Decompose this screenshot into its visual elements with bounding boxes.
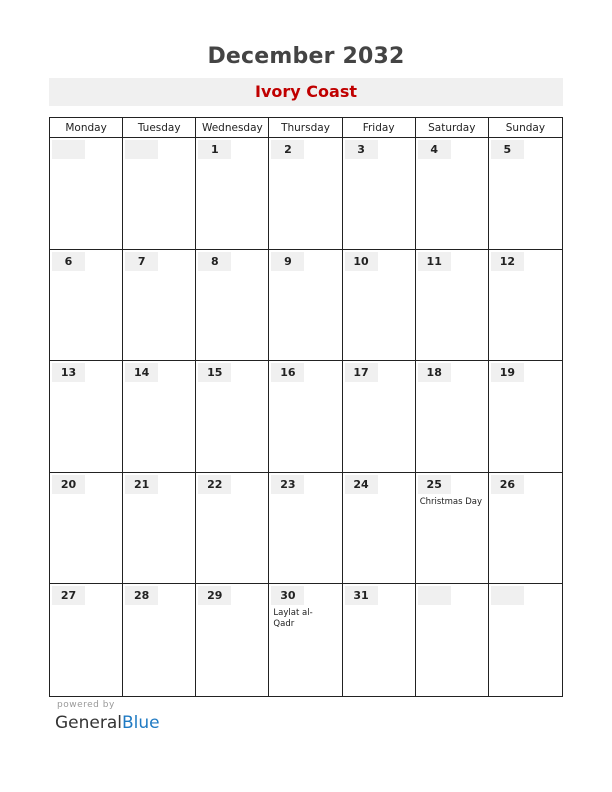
- day-number: 17: [345, 363, 378, 382]
- day-number: 26: [491, 475, 524, 494]
- weekday-header-saturday: Saturday: [416, 118, 489, 138]
- day-number: [52, 140, 85, 159]
- day-cell: [269, 473, 342, 585]
- day-number: 22: [198, 475, 231, 494]
- page-title: December 2032: [207, 44, 405, 69]
- day-cell: [416, 473, 489, 585]
- day-number: [491, 586, 524, 605]
- day-number: 25: [418, 475, 451, 494]
- day-number: 6: [52, 252, 85, 271]
- day-number: 10: [345, 252, 378, 271]
- day-number: 11: [418, 252, 451, 271]
- day-number: [125, 140, 158, 159]
- day-cell: [269, 250, 342, 362]
- day-cell: [50, 138, 123, 250]
- day-cell: [489, 250, 562, 362]
- day-cell: [123, 473, 196, 585]
- weekday-header-sunday: Sunday: [489, 118, 562, 138]
- day-cell: [416, 138, 489, 250]
- day-cell: [416, 361, 489, 473]
- day-cell: [196, 250, 269, 362]
- day-number: 28: [125, 586, 158, 605]
- weekday-header-wednesday: Wednesday: [196, 118, 269, 138]
- day-number: 13: [52, 363, 85, 382]
- day-number: 3: [345, 140, 378, 159]
- day-cell: [50, 361, 123, 473]
- holiday-label: Laylat al- Qadr: [273, 608, 313, 630]
- day-number: 16: [271, 363, 304, 382]
- day-number: 27: [52, 586, 85, 605]
- day-cell: [416, 250, 489, 362]
- country-banner: Ivory Coast: [49, 78, 563, 106]
- day-cell: [416, 584, 489, 696]
- day-cell: [343, 473, 416, 585]
- day-number: 15: [198, 363, 231, 382]
- day-number: 9: [271, 252, 304, 271]
- day-cell: [269, 138, 342, 250]
- day-cell: [123, 250, 196, 362]
- day-cell: [50, 473, 123, 585]
- weekday-header-monday: Monday: [50, 118, 123, 138]
- day-number: 21: [125, 475, 158, 494]
- day-number: 2: [271, 140, 304, 159]
- brand-blue-text: Blue: [122, 713, 160, 733]
- day-cell: [489, 361, 562, 473]
- day-number: 23: [271, 475, 304, 494]
- day-number: 5: [491, 140, 524, 159]
- day-number: 29: [198, 586, 231, 605]
- day-cell: [196, 361, 269, 473]
- powered-by-label: powered by: [57, 700, 115, 710]
- day-cell: [50, 584, 123, 696]
- day-cell: [196, 473, 269, 585]
- day-number: 12: [491, 252, 524, 271]
- day-cell: [343, 138, 416, 250]
- day-cell: [196, 138, 269, 250]
- day-number: 19: [491, 363, 524, 382]
- holiday-label: Christmas Day: [419, 496, 483, 507]
- day-cell: [50, 250, 123, 362]
- day-number: 1: [198, 140, 231, 159]
- day-number: 20: [52, 475, 85, 494]
- day-cell: [343, 250, 416, 362]
- weekday-header-friday: Friday: [343, 118, 416, 138]
- weekday-header-thursday: Thursday: [269, 118, 342, 138]
- weekday-header-tuesday: Tuesday: [123, 118, 196, 138]
- day-number: 4: [418, 140, 451, 159]
- day-number: 7: [125, 252, 158, 271]
- day-number: 14: [125, 363, 158, 382]
- day-number: 30: [271, 586, 304, 605]
- day-cell: [343, 584, 416, 696]
- day-cell: [269, 361, 342, 473]
- day-cell: [489, 473, 562, 585]
- day-cell: [269, 584, 342, 696]
- day-cell: [123, 584, 196, 696]
- generalblue-logo[interactable]: [55, 713, 160, 733]
- brand-general-text: General: [55, 713, 122, 733]
- day-cell: [196, 584, 269, 696]
- day-cell: [489, 584, 562, 696]
- day-number: [418, 586, 451, 605]
- day-number: 18: [418, 363, 451, 382]
- day-cell: [123, 361, 196, 473]
- calendar-grid: [49, 117, 563, 697]
- day-number: 24: [345, 475, 378, 494]
- day-cell: [489, 138, 562, 250]
- day-number: 31: [345, 586, 378, 605]
- day-number: 8: [198, 252, 231, 271]
- day-cell: [343, 361, 416, 473]
- day-cell: [123, 138, 196, 250]
